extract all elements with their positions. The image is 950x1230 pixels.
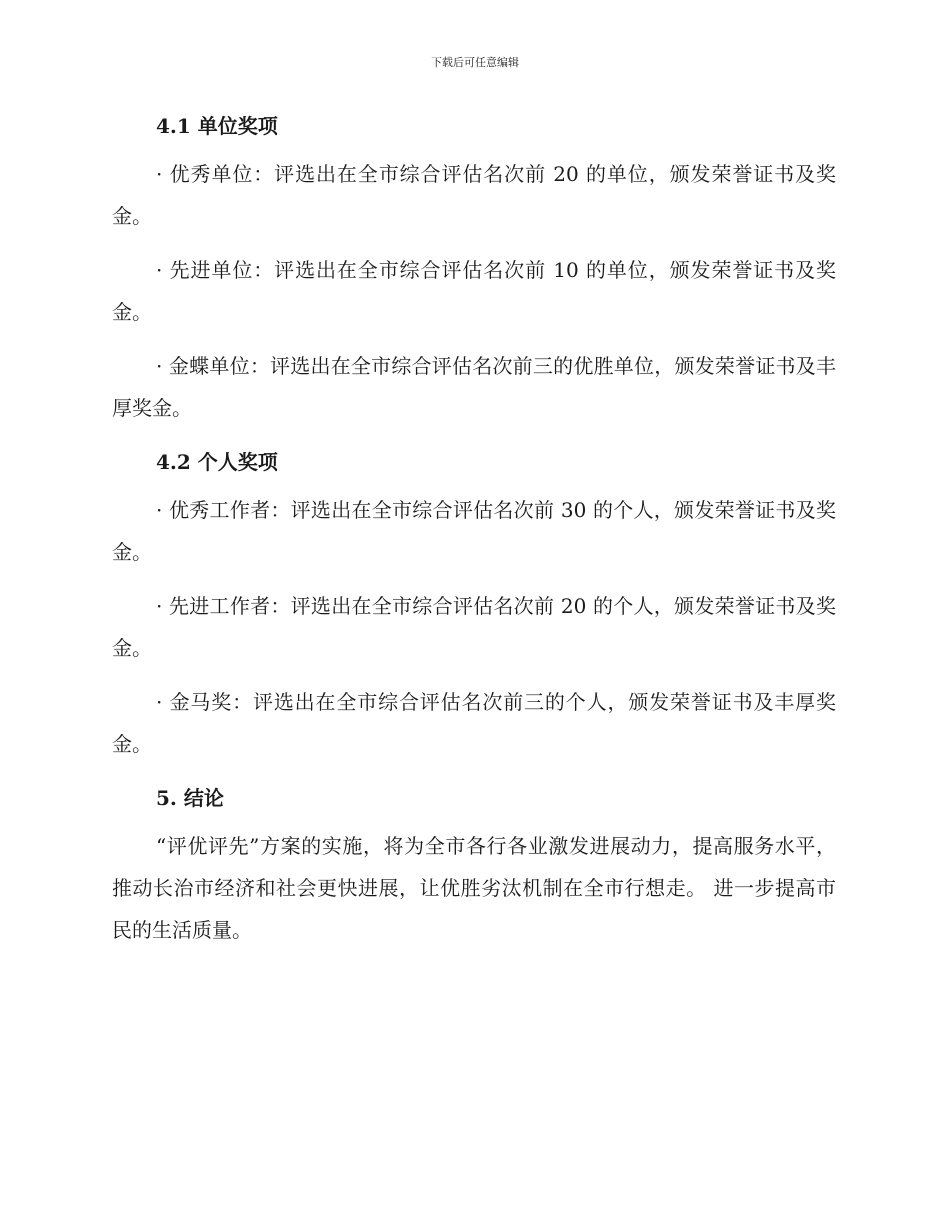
list-item: · 先进工作者：评选出在全市综合评估名次前 20 的个人，颁发荣誉证书及奖金。 <box>112 594 836 660</box>
list-item: · 金马奖：评选出在全市综合评估名次前三的个人，颁发荣誉证书及丰厚奖金。 <box>112 690 836 756</box>
page-header: 下载后可任意编辑 <box>431 56 519 69</box>
section-heading-individual-awards: 4.2 个人奖项 <box>156 450 278 474</box>
document-body <box>112 105 836 963</box>
list-item: · 优秀工作者：评选出在全市综合评估名次前 30 的个人，颁发荣誉证书及奖金。 <box>112 498 836 564</box>
list-item: · 先进单位：评选出在全市综合评估名次前 10 的单位，颁发荣誉证书及奖金。 <box>112 258 836 324</box>
list-item: · 优秀单位：评选出在全市综合评估名次前 20 的单位，颁发荣誉证书及奖金。 <box>112 162 836 228</box>
conclusion-paragraph: “评优评先”方案的实施，将为全市各行各业激发进展动力，提高服务水平，推动长治市经济和社会更快进展，让优胜劣汰机制在全市行想走。 进一步提高市民的生活质量。 <box>112 834 836 942</box>
section-heading-unit-awards: 4.1 单位奖项 <box>156 114 278 138</box>
section-heading-conclusion: 5. 结论 <box>156 786 224 810</box>
list-item: · 金蝶单位：评选出在全市综合评估名次前三的优胜单位，颁发荣誉证书及丰厚奖金。 <box>112 354 836 420</box>
